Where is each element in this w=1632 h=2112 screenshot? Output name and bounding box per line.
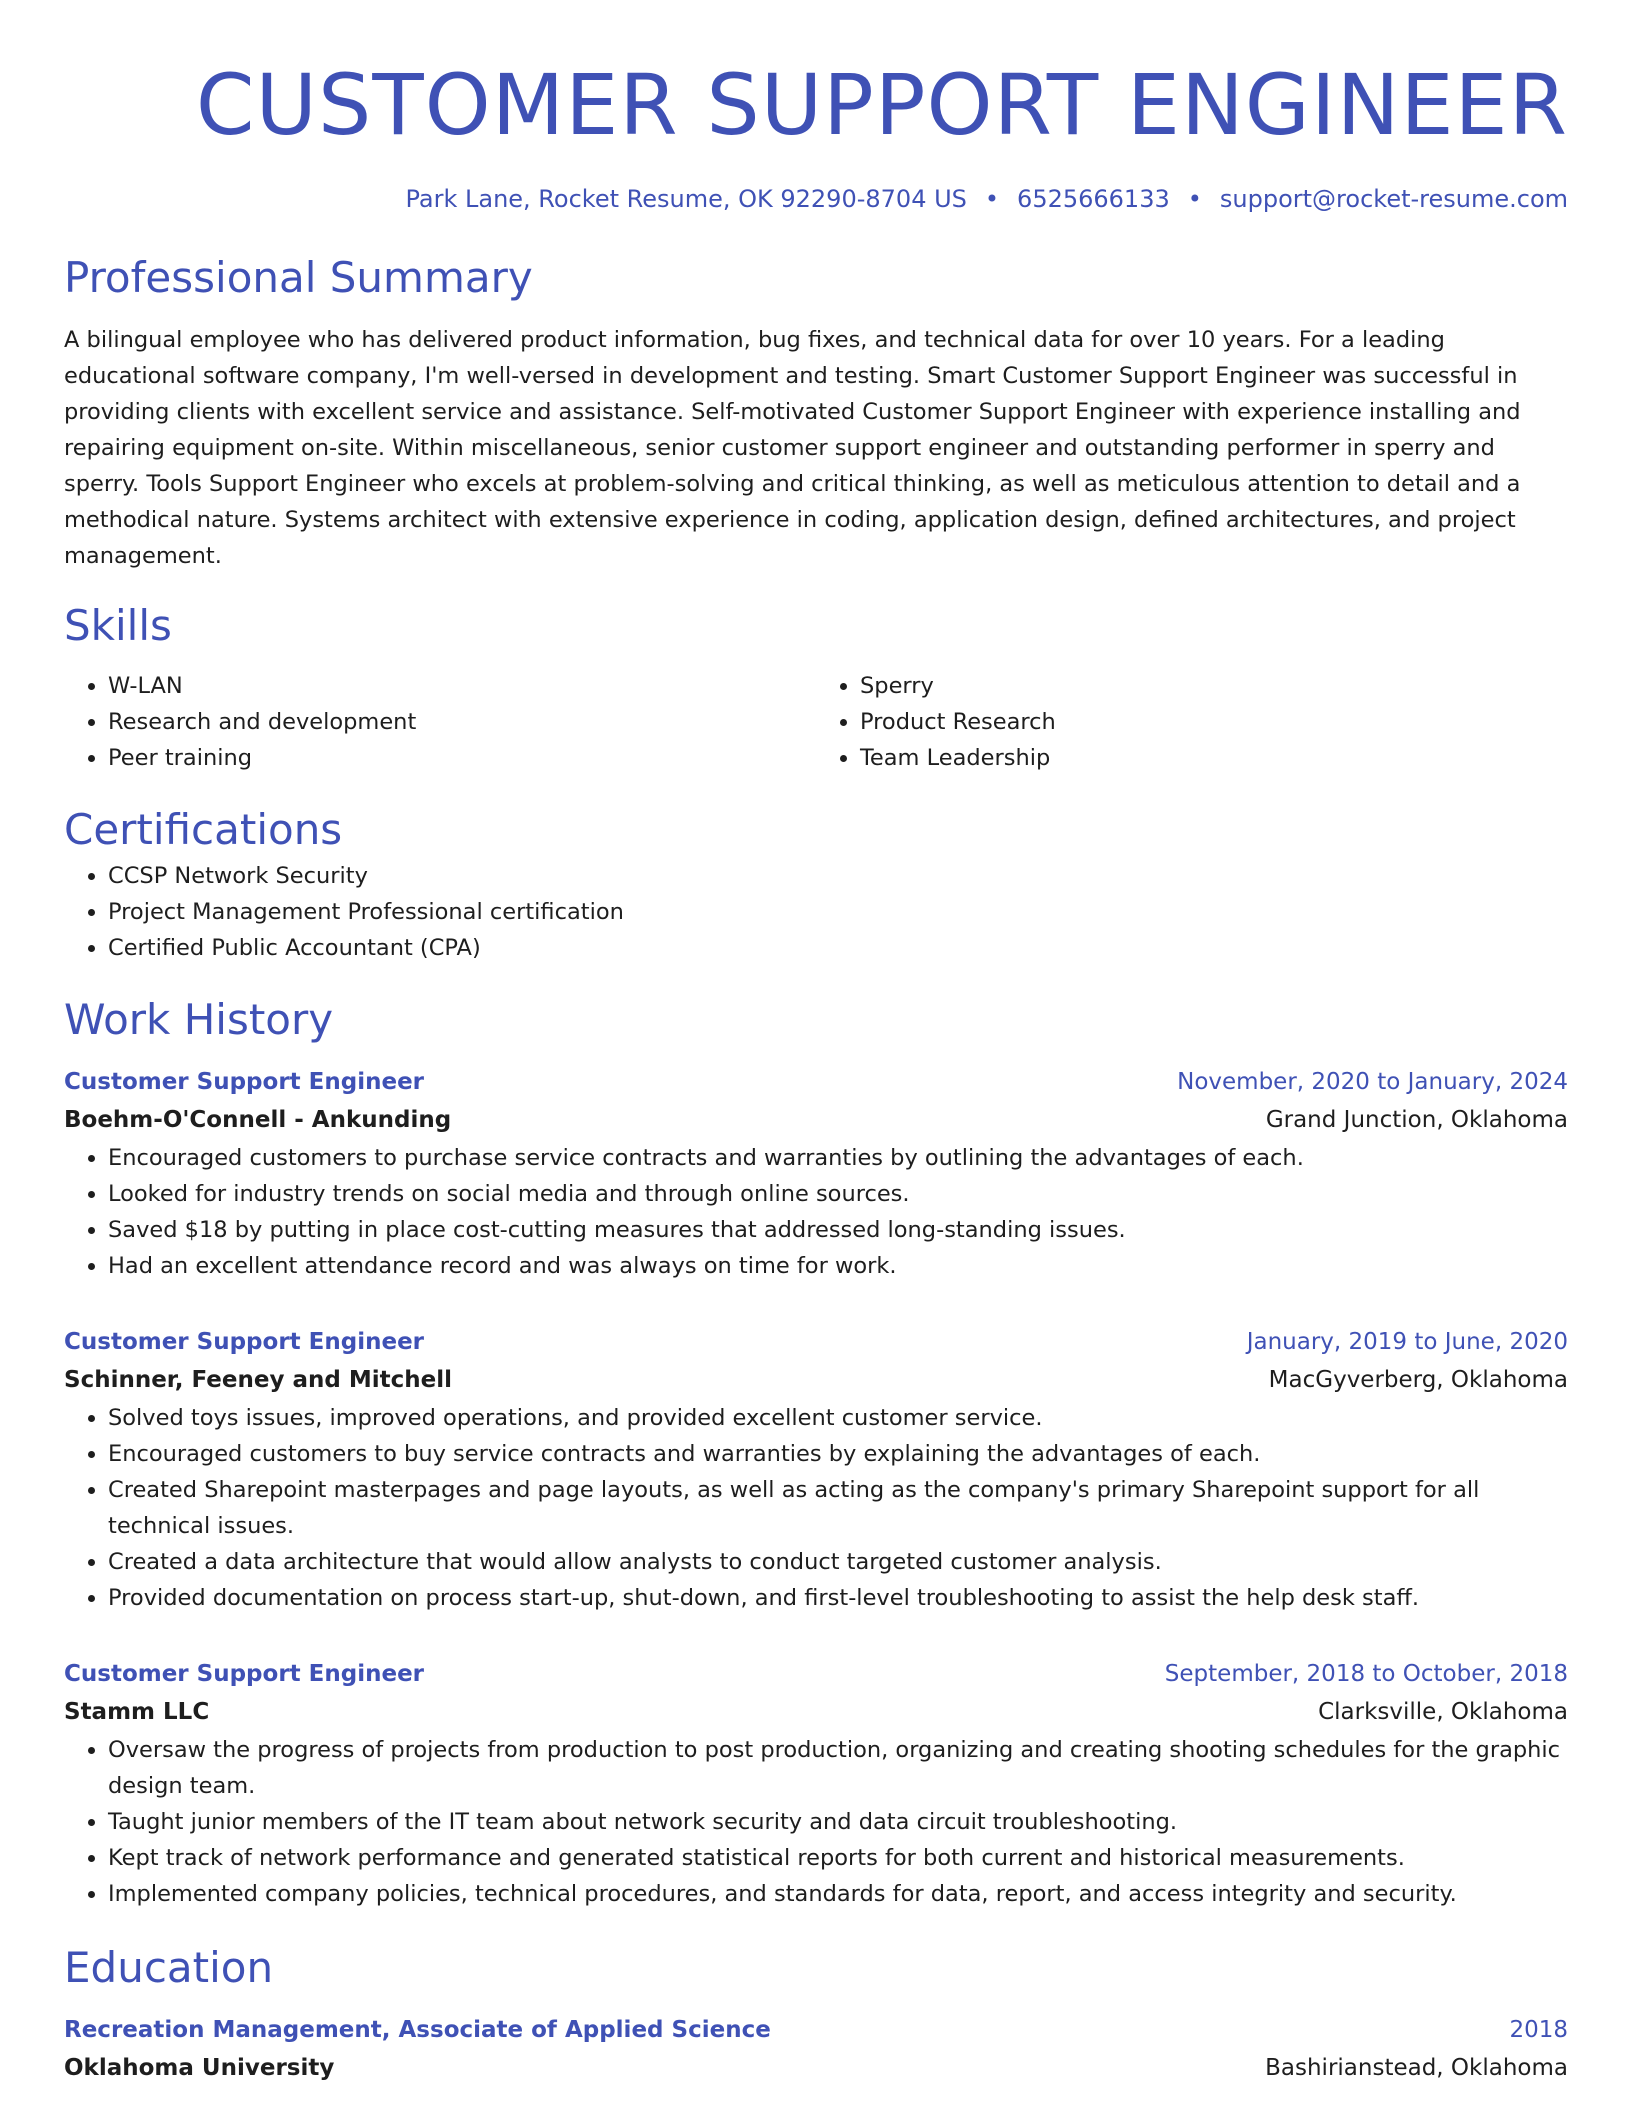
contact-line <box>64 182 1568 216</box>
job-bullet: • Taught junior members of the IT team about network security and data circuit troubleshooting. <box>108 1804 1568 1840</box>
job-company-row <box>64 1100 1568 1140</box>
education-location: Bashirianstead, Oklahoma <box>1265 2055 1568 2081</box>
certifications-list <box>64 858 1568 966</box>
skill-item: • Sperry <box>860 668 1568 704</box>
job-bullet: • Kept track of network performance and generated statistical reports for both current and historical measurements. <box>108 1840 1568 1876</box>
job-dates: September, 2018 to October, 2018 <box>1164 1661 1568 1687</box>
job-bullet: • Provided documentation on process start-up, shut-down, and first-level troubleshooting to assist the help desk staff. <box>108 1580 1568 1616</box>
job-bullet: • Oversaw the progress of projects from production to post production, organizing and creating shooting schedules for the graphic design team. <box>108 1732 1568 1804</box>
resume-name: CUSTOMER SUPPORT ENGINEER <box>195 56 1568 154</box>
skills-list-right <box>816 668 1568 776</box>
job-bullet: • Had an excellent attendance record and was always on time for work. <box>108 1248 1568 1284</box>
job-company: Boehm-O'Connell - Ankunding <box>64 1107 452 1133</box>
job-company: Stamm LLC <box>64 1699 210 1725</box>
education-degree: Recreation Management, Associate of Applied Science <box>64 2017 771 2043</box>
contact-address: Park Lane, Rocket Resume, OK 92290-8704 US <box>405 185 967 213</box>
job-bullet: • Created a data architecture that would allow analysts to conduct targeted customer analysis. <box>108 1544 1568 1580</box>
section-title-certifications: Certifications <box>64 805 343 854</box>
section-title-summary: Professional Summary <box>64 253 533 302</box>
education-year: 2018 <box>1509 2017 1568 2043</box>
job-bullets <box>64 1140 1568 1284</box>
skills-grid <box>64 668 1568 776</box>
certification-item: • Project Management Professional certification <box>108 894 1568 930</box>
education-header-row <box>64 2012 1568 2048</box>
summary-text: A bilingual employee who has delivered product information, bug fixes, and technical data for over 10 years. For a leading educational software company, I'm well-versed in development and testing. Smart Customer Support Engineer was successful in providing clients with excellent service and assistance. Self-motivated Customer Support Engineer with experience installing and repairing equipment on-site. Within miscellaneous, senior customer support engineer and outstanding performer in sperry and sperry. Tools Support Engineer who excels at problem-solving and critical thinking, as well as meticulous attention to detail and a methodical nature. Systems architect with extensive experience in coding, application design, defined architectures, and project management. <box>64 327 1521 569</box>
job-header-row <box>64 1064 1568 1100</box>
education-section <box>64 1940 1568 2088</box>
job-location: MacGyverberg, Oklahoma <box>1268 1367 1568 1393</box>
job-bullets <box>64 1400 1568 1616</box>
job-bullet: • Encouraged customers to purchase service contracts and warranties by outlining the advantages of each. <box>108 1140 1568 1176</box>
job-location: Clarksville, Oklahoma <box>1318 1699 1568 1725</box>
job-bullet: • Created Sharepoint masterpages and page layouts, as well as acting as the company's primary Sharepoint support for all technical issues. <box>108 1472 1568 1544</box>
contact-phone: 6525666133 <box>1017 185 1170 213</box>
job-dates: November, 2020 to January, 2024 <box>1177 1069 1568 1095</box>
section-title-work-history: Work History <box>64 995 334 1044</box>
skill-item: • W-LAN <box>108 668 816 704</box>
job-location: Grand Junction, Oklahoma <box>1265 1107 1568 1133</box>
job-entry <box>64 1324 1568 1616</box>
job-company-row <box>64 1692 1568 1732</box>
education-school-row <box>64 2048 1568 2088</box>
job-entry <box>64 1656 1568 1912</box>
job-bullet: • Implemented company policies, technical procedures, and standards for data, report, and access integrity and security. <box>108 1876 1568 1912</box>
section-title-education: Education <box>64 1943 274 1992</box>
skill-item: • Peer training <box>108 740 816 776</box>
certifications-section <box>64 802 1568 966</box>
work-history-section <box>64 992 1568 1912</box>
education-entry <box>64 2012 1568 2088</box>
job-bullet: • Solved toys issues, improved operations, and provided excellent customer service. <box>108 1400 1568 1436</box>
skill-item: • Product Research <box>860 704 1568 740</box>
contact-separator: • <box>1187 185 1202 213</box>
job-bullets <box>64 1732 1568 1912</box>
job-dates: January, 2019 to June, 2020 <box>1246 1329 1568 1355</box>
contact-separator: • <box>984 185 1000 213</box>
job-company-row <box>64 1360 1568 1400</box>
job-entry <box>64 1064 1568 1284</box>
job-header-row <box>64 1656 1568 1692</box>
job-bullet: • Saved $18 by putting in place cost-cutting measures that addressed long-standing issues. <box>108 1212 1568 1248</box>
skill-item: • Research and development <box>108 704 816 740</box>
certification-item: • Certified Public Accountant (CPA) <box>108 930 1568 966</box>
job-title: Customer Support Engineer <box>64 1329 425 1355</box>
job-company: Schinner, Feeney and Mitchell <box>64 1367 452 1393</box>
job-header-row <box>64 1324 1568 1360</box>
job-bullet: • Looked for industry trends on social media and through online sources. <box>108 1176 1568 1212</box>
job-title: Customer Support Engineer <box>64 1069 425 1095</box>
contact-email[interactable]: support@rocket-resume.com <box>1219 185 1568 213</box>
job-title: Customer Support Engineer <box>64 1661 425 1687</box>
certification-item: • CCSP Network Security <box>108 858 1568 894</box>
skill-item: • Team Leadership <box>860 740 1568 776</box>
summary-section <box>64 250 1568 574</box>
skills-list-left <box>64 668 816 776</box>
job-bullet: • Encouraged customers to buy service contracts and warranties by explaining the advantages of each. <box>108 1436 1568 1472</box>
education-school: Oklahoma University <box>64 2055 335 2081</box>
resume-header <box>64 0 1568 216</box>
skills-section <box>64 598 1568 776</box>
section-title-skills: Skills <box>64 601 172 650</box>
